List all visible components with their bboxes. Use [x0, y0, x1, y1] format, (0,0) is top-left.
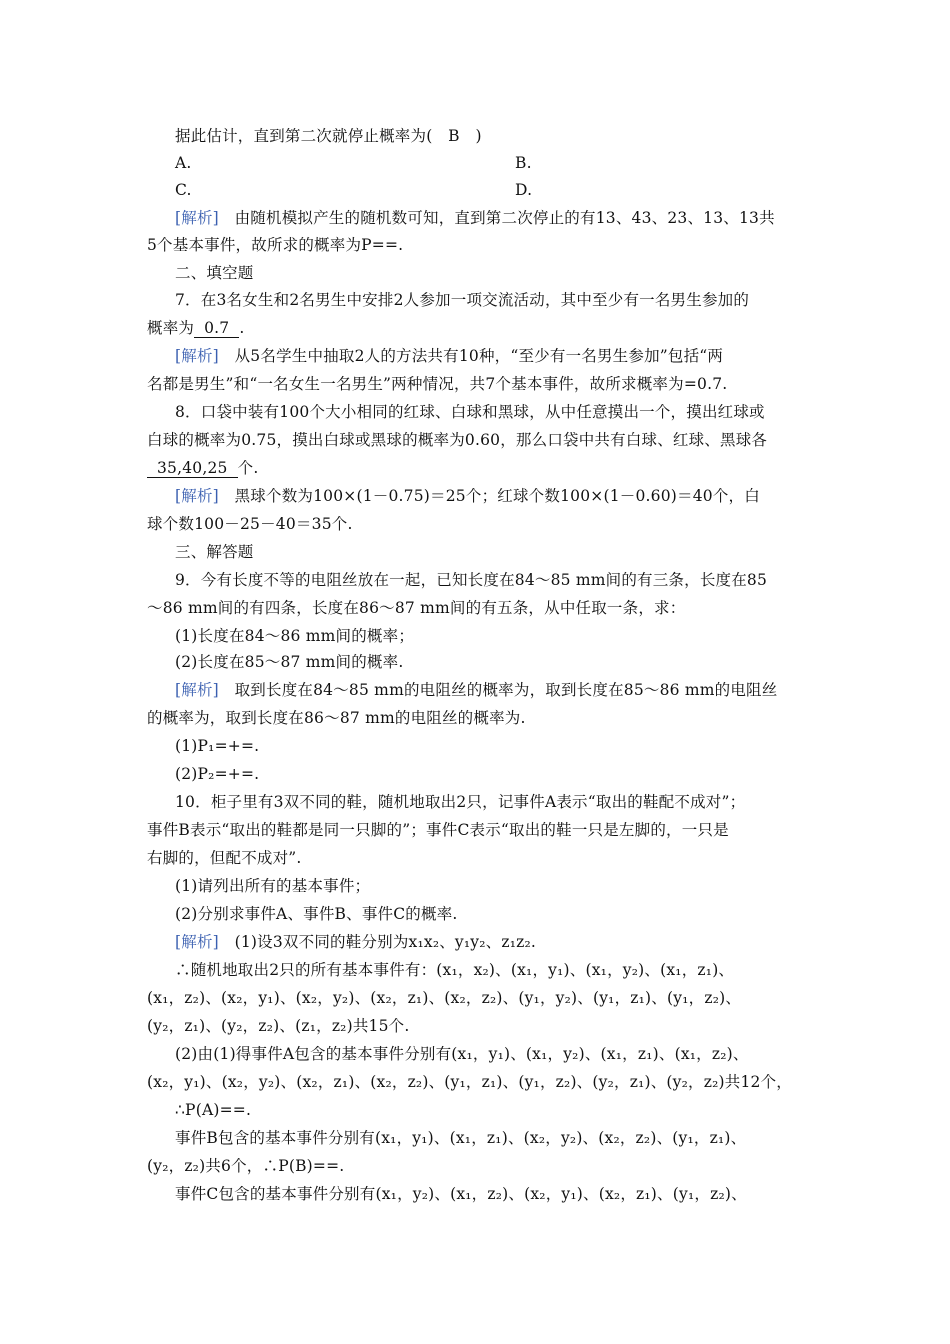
- line-text: 10．柜子里有3双不同的鞋，随机地取出2只，记事件A表示“取出的鞋配不成对”；: [175, 793, 746, 811]
- line-text: 白球的概率为0.75，摸出白球或黑球的概率为0.60，那么口袋中共有白球、红球、黑球各: [147, 431, 768, 449]
- line-text: 据此估计，直到第二次就停止概率为( B ): [175, 127, 482, 145]
- text-line: [175, 263, 835, 283]
- text-line: [175, 290, 835, 310]
- text-line: [147, 235, 807, 255]
- option-label: D.: [515, 181, 533, 199]
- text-line: [147, 820, 807, 840]
- text-line: [175, 1128, 835, 1148]
- text-line: [175, 904, 835, 924]
- line-text: (1)请列出所有的基本事件；: [175, 877, 371, 895]
- text-line: [175, 153, 835, 173]
- line-text: (1)P₁=+=.: [175, 737, 260, 755]
- text-line: [175, 876, 835, 896]
- answer-blank: 0.7: [194, 319, 239, 338]
- text-line: [175, 792, 835, 812]
- text-line: [175, 1044, 835, 1064]
- text-line: [175, 932, 835, 952]
- text-line: [175, 960, 835, 980]
- line-text: 三、解答题: [175, 543, 254, 561]
- line-text: 5个基本事件，故所求的概率为P==.: [147, 236, 404, 254]
- analysis-tag: [解析]: [175, 933, 219, 951]
- line-text: (x₂，y₁)、(x₂，y₂)、(x₂，z₁)、(x₂，z₂)、(y₁，z₁)、(y₁，z₂)、(y₂，z₁)、(y₂，z₂)共12个，: [147, 1073, 792, 1091]
- text-line: [175, 486, 835, 506]
- line-text: (y₂，z₁)、(y₂，z₂)、(z₁，z₂)共15个.: [147, 1017, 410, 1035]
- text-line: [147, 458, 807, 478]
- line-text: (2)由(1)得事件A包含的基本事件分别有(x₁，y₁)、(x₁，y₂)、(x₁，z₁)、(x₁，z₂)、: [175, 1045, 749, 1063]
- text-line: [175, 736, 835, 756]
- text-line: [147, 1016, 807, 1036]
- text-line: [147, 848, 807, 868]
- line-text: A.: [175, 154, 192, 172]
- text-line: [147, 598, 807, 618]
- text-line: [175, 346, 835, 366]
- line-text: 的概率为，取到长度在86～87 mm的电阻丝的概率为.: [147, 709, 526, 727]
- line-text: 由随机模拟产生的随机数可知，直到第二次停止的有13、43、23、13、13共: [218, 209, 775, 227]
- line-text: 8．口袋中装有100个大小相同的红球、白球和黑球，从中任意摸出一个，摸出红球或: [175, 403, 765, 421]
- text-line: [175, 180, 835, 200]
- analysis-tag: [解析]: [175, 487, 219, 505]
- line-text: ～86 mm间的有四条，长度在86～87 mm间的有五条，从中任取一条，求：: [147, 599, 686, 617]
- text-line: [175, 680, 835, 700]
- line-text: ∴随机地取出2只的所有基本事件有：(x₁，x₂)、(x₁，y₁)、(x₁，y₂)、(x₁，z₁)、: [175, 961, 735, 979]
- text-line: [147, 430, 807, 450]
- line-text: 事件B包含的基本事件分别有(x₁，y₁)、(x₁，z₁)、(x₂，y₂)、(x₂，z₂)、(y₁，z₁)、: [175, 1129, 747, 1147]
- text-line: [147, 374, 807, 394]
- line-text-after: 个.: [237, 459, 259, 477]
- line-text: (y₂，z₂)共6个，∴P(B)==.: [147, 1157, 345, 1175]
- text-line: [147, 1072, 807, 1092]
- text-line: [147, 708, 807, 728]
- text-line: [175, 1100, 835, 1120]
- text-line: [175, 626, 835, 646]
- option-label: B.: [515, 154, 532, 172]
- answer-blank: 35,40,25: [147, 459, 238, 478]
- line-text: (2)长度在85～87 mm间的概率.: [175, 653, 404, 671]
- line-text: C.: [175, 181, 192, 199]
- line-text-after: .: [239, 319, 245, 337]
- text-line: [175, 652, 835, 672]
- line-text: (x₁，z₂)、(x₂，y₁)、(x₂，y₂)、(x₂，z₁)、(x₂，z₂)、(y₁，y₂)、(y₁，z₁)、(y₁，z₂)、: [147, 989, 742, 1007]
- text-line: [175, 570, 835, 590]
- line-text: 黑球个数为100×(1－0.75)＝25个；红球个数100×(1－0.60)＝40个，白: [218, 487, 760, 505]
- text-line: [147, 514, 807, 534]
- line-text: (1)长度在84～86 mm间的概率；: [175, 627, 415, 645]
- text-line: [147, 1156, 807, 1176]
- line-text: (2)P₂=+=.: [175, 765, 260, 783]
- line-text: (2)分别求事件A、事件B、事件C的概率.: [175, 905, 458, 923]
- text-line: [147, 988, 807, 1008]
- line-text: 取到长度在84～85 mm的电阻丝的概率为，取到长度在85～86 mm的电阻丝: [218, 681, 778, 699]
- analysis-tag: [解析]: [175, 209, 219, 227]
- line-text: 从5名学生中抽取2人的方法共有10种，“至少有一名男生参加”包括“两: [218, 347, 724, 365]
- line-text: 事件B表示“取出的鞋都是同一只脚的”；事件C表示“取出的鞋一只是左脚的，一只是: [147, 821, 729, 839]
- text-line: [175, 764, 835, 784]
- line-text: 二、填空题: [175, 264, 254, 282]
- line-text: 7．在3名女生和2名男生中安排2人参加一项交流活动，其中至少有一名男生参加的: [175, 291, 750, 309]
- text-line: [175, 402, 835, 422]
- text-line: [175, 542, 835, 562]
- line-text: 概率为: [147, 319, 195, 337]
- text-line: [175, 208, 835, 228]
- text-line: [147, 318, 807, 338]
- line-text: ∴P(A)==.: [175, 1101, 252, 1119]
- line-text: 名都是男生”和“一名女生一名男生”两种情况，共7个基本事件，故所求概率为=0.7.: [147, 375, 728, 393]
- text-line: [175, 126, 835, 146]
- analysis-tag: [解析]: [175, 681, 219, 699]
- line-text: (1)设3双不同的鞋分别为x₁x₂、y₁y₂、z₁z₂.: [218, 933, 537, 951]
- line-text: 右脚的，但配不成对”.: [147, 849, 302, 867]
- text-line: [175, 1184, 835, 1204]
- line-text: 9．今有长度不等的电阻丝放在一起，已知长度在84～85 mm间的有三条，长度在85: [175, 571, 768, 589]
- analysis-tag: [解析]: [175, 347, 219, 365]
- line-text: 球个数100－25－40＝35个.: [147, 515, 353, 533]
- line-text: 事件C包含的基本事件分别有(x₁，y₂)、(x₁，z₂)、(x₂，y₁)、(x₂，z₁)、(y₁，z₂)、: [175, 1185, 747, 1203]
